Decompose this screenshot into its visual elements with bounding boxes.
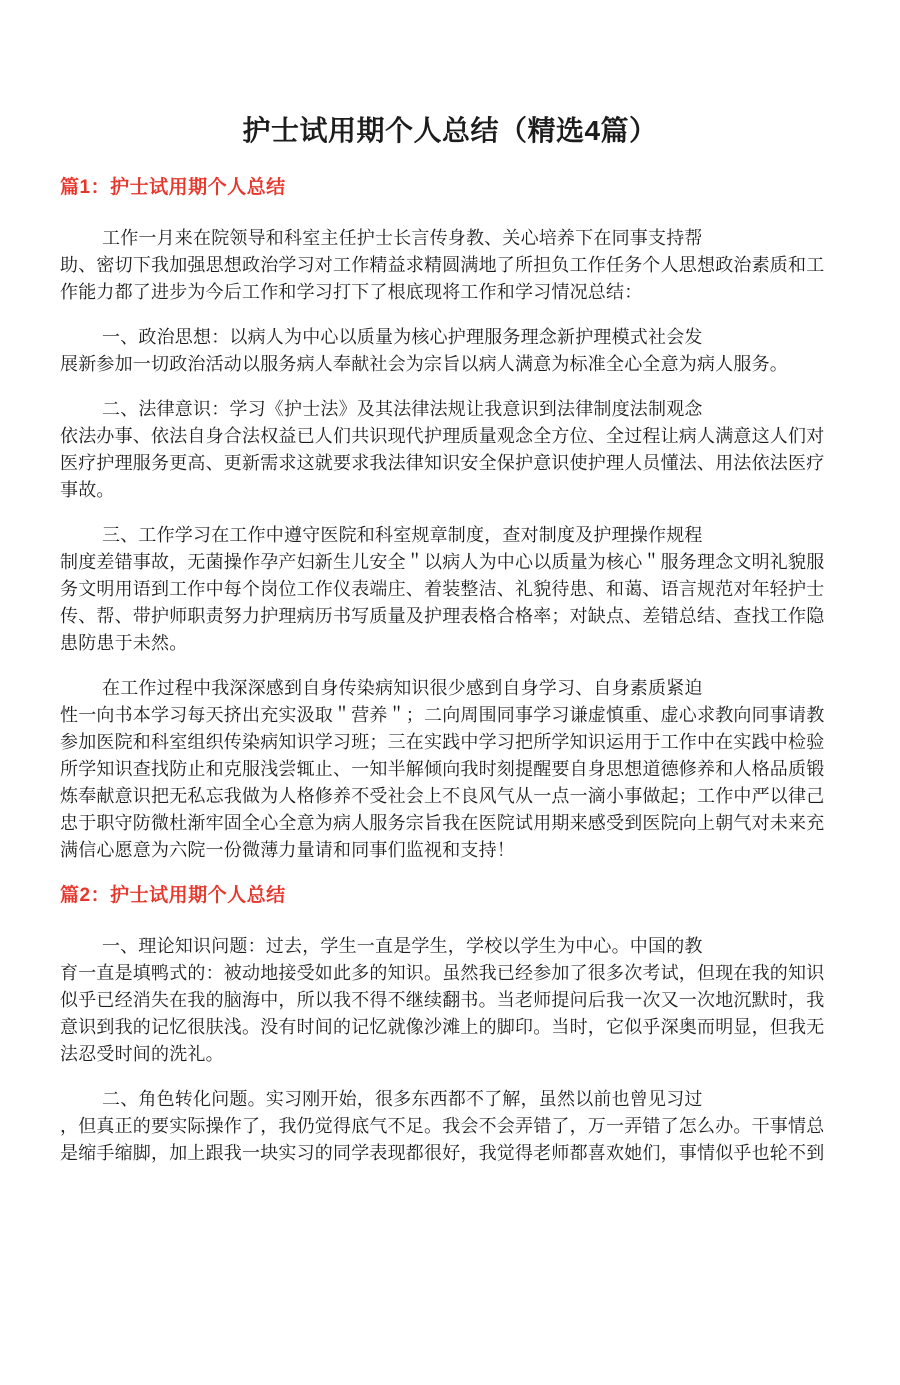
document-page [0, 112, 900, 1385]
paragraph-line: 作能力都了进步为今后工作和学习打下了根底现将工作和学习情况总结： [60, 282, 643, 302]
paragraph-line: 所学知识查找防止和克服浅尝辄止、一知半解倾向我时刻提醒要自身思想道德修养和人格品质锻 [60, 759, 825, 779]
paragraph-line: 制度差错事故，无菌操作孕产妇新生儿安全＂以病人为中心以质量为核心＂服务理念文明礼貌服 [60, 552, 825, 572]
paragraph-line: 法忍受时间的洗礼。 [60, 1044, 224, 1064]
section-heading-1: 篇1：护士试用期个人总结 [60, 177, 286, 198]
paragraph-line: 事故。 [60, 480, 115, 500]
paragraph [60, 396, 840, 504]
paragraph [60, 522, 840, 657]
paragraph-line: 医疗护理服务更高、更新需求这就要求我法律知识安全保护意识使护理人员懂法、用法依法医疗 [60, 453, 825, 473]
paragraph-line: 传、帮、带护师职责努力护理病历书写质量及护理表格合格率；对缺点、差错总结、查找工作隐 [60, 606, 825, 626]
paragraph [60, 324, 840, 378]
paragraph-line: 患防患于未然。 [60, 633, 188, 653]
paragraph [60, 675, 840, 864]
paragraph-line: 满信心愿意为六院一份微薄力量请和同事们监视和支持！ [60, 840, 515, 860]
paragraph [60, 933, 840, 1068]
paragraph-line: 助、密切下我加强思想政治学习对工作精益求精圆满地了所担负工作任务个人思想政治素质和工 [60, 255, 825, 275]
paragraph-line: 参加医院和科室组织传染病知识学习班；三在实践中学习把所学知识运用于工作中在实践中检验 [60, 732, 825, 752]
paragraph [60, 225, 840, 306]
paragraph-line: 工作一月来在院领导和科室主任护士长言传身教、关心培养下在同事支持帮 [102, 228, 703, 248]
paragraph-line: 似乎已经消失在我的脑海中，所以我不得不继续翻书。当老师提问后我一次又一次地沉默时，我 [60, 990, 825, 1010]
paragraph-line: 忠于职守防微杜渐牢固全心全意为病人服务宗旨我在医院试用期来感受到医院向上朝气对未来充 [60, 813, 825, 833]
paragraph-line: 二、法律意识：学习《护士法》及其法律法规让我意识到法律制度法制观念 [102, 399, 703, 419]
paragraph-line: 三、工作学习在工作中遵守医院和科室规章制度，查对制度及护理操作规程 [102, 525, 703, 545]
paragraph-line: ，但真正的要实际操作了，我仍觉得底气不足。我会不会弄错了，万一弄错了怎么办。干事情总 [60, 1116, 825, 1136]
document-body [60, 176, 840, 1167]
paragraph-line: 炼奉献意识把无私忘我做为人格修养不受社会上不良风气从一点一滴小事做起；工作中严以律己 [60, 786, 825, 806]
paragraph-line: 一、政治思想：以病人为中心以质量为核心护理服务理念新护理模式社会发 [102, 327, 703, 347]
paragraph-line: 育一直是填鸭式的：被动地接受如此多的知识。虽然我已经参加了很多次考试，但现在我的知识 [60, 963, 825, 983]
paragraph-line: 务文明用语到工作中每个岗位工作仪表端庄、着装整洁、礼貌待患、和蔼、语言规范对年轻护士 [60, 579, 825, 599]
paragraph-line: 展新参加一切政治活动以服务病人奉献社会为宗旨以病人满意为标准全心全意为病人服务。 [60, 354, 788, 374]
section-heading-2: 篇2：护士试用期个人总结 [60, 885, 286, 906]
paragraph-line: 意识到我的记忆很肤浅。没有时间的记忆就像沙滩上的脚印。当时，它似乎深奥而明显，但我无 [60, 1017, 825, 1037]
document-title: 护士试用期个人总结（精选4篇） [242, 115, 658, 146]
paragraph-line: 依法办事、依法自身合法权益已人们共识现代护理质量观念全方位、全过程让病人满意这人们对 [60, 426, 825, 446]
paragraph-line: 在工作过程中我深深感到自身传染病知识很少感到自身学习、自身素质紧迫 [102, 678, 703, 698]
paragraph-line: 性一向书本学习每天挤出充实汲取＂营养＂；二向周围同事学习谦虚慎重、虚心求教向同事请教 [60, 705, 825, 725]
paragraph-line: 一、理论知识问题：过去，学生一直是学生，学校以学生为中心。中国的教 [102, 936, 703, 956]
paragraph-line: 是缩手缩脚，加上跟我一块实习的同学表现都很好，我觉得老师都喜欢她们，事情似乎也轮不到 [60, 1143, 825, 1163]
paragraph [60, 1086, 840, 1167]
paragraph-line: 二、角色转化问题。实习刚开始，很多东西都不了解，虽然以前也曾见习过 [102, 1089, 703, 1109]
